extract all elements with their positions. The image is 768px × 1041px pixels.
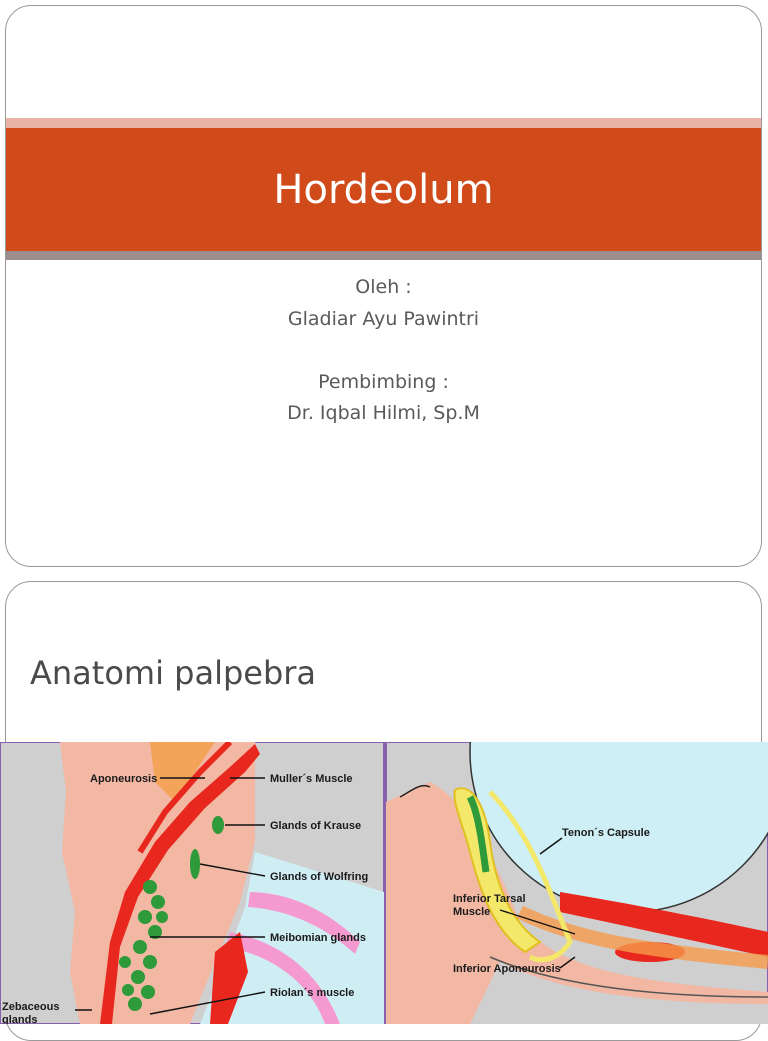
label-glands: glands xyxy=(2,1014,38,1024)
slide-title: Hordeolum xyxy=(273,166,494,213)
slide-heading: Anatomi palpebra xyxy=(30,654,317,692)
label-aponeurosis: Aponeurosis xyxy=(90,773,158,785)
author-name: Gladiar Ayu Pawintri xyxy=(287,307,480,330)
label-glands-of-wolfring: Glands of Wolfring xyxy=(270,871,369,883)
title-band-top-stripe xyxy=(6,118,761,128)
label-zebaceous: Zebaceous xyxy=(2,1001,60,1013)
label-glands-of-krause: Glands of Krause xyxy=(270,820,362,832)
label-inferior-tarsal: Inferior Tarsal xyxy=(453,893,526,905)
eyelid-anatomy-illustration xyxy=(0,742,768,1024)
author-label: Oleh : xyxy=(355,276,412,298)
eyelid-anatomy-figure xyxy=(0,742,768,1024)
label-riolans-muscle: Riolan´s muscle xyxy=(270,987,355,999)
supervisor-label: Pembimbing : xyxy=(318,370,449,393)
label-inferior-aponeurosis: Inferior Aponeurosis xyxy=(453,963,561,975)
label-mullers-muscle: Muller´s Muscle xyxy=(270,773,353,785)
title-band-bottom-stripe xyxy=(6,251,761,260)
label-meibomian-glands: Meibomian glands xyxy=(270,932,366,944)
supervisor-name: Dr. Iqbal Hilmi, Sp.M xyxy=(287,402,480,424)
label-muscle: Muscle xyxy=(453,906,491,918)
label-tenons-capsule: Tenon´s Capsule xyxy=(562,827,650,839)
title-slide xyxy=(5,5,762,567)
slide-subtitle xyxy=(6,272,761,430)
